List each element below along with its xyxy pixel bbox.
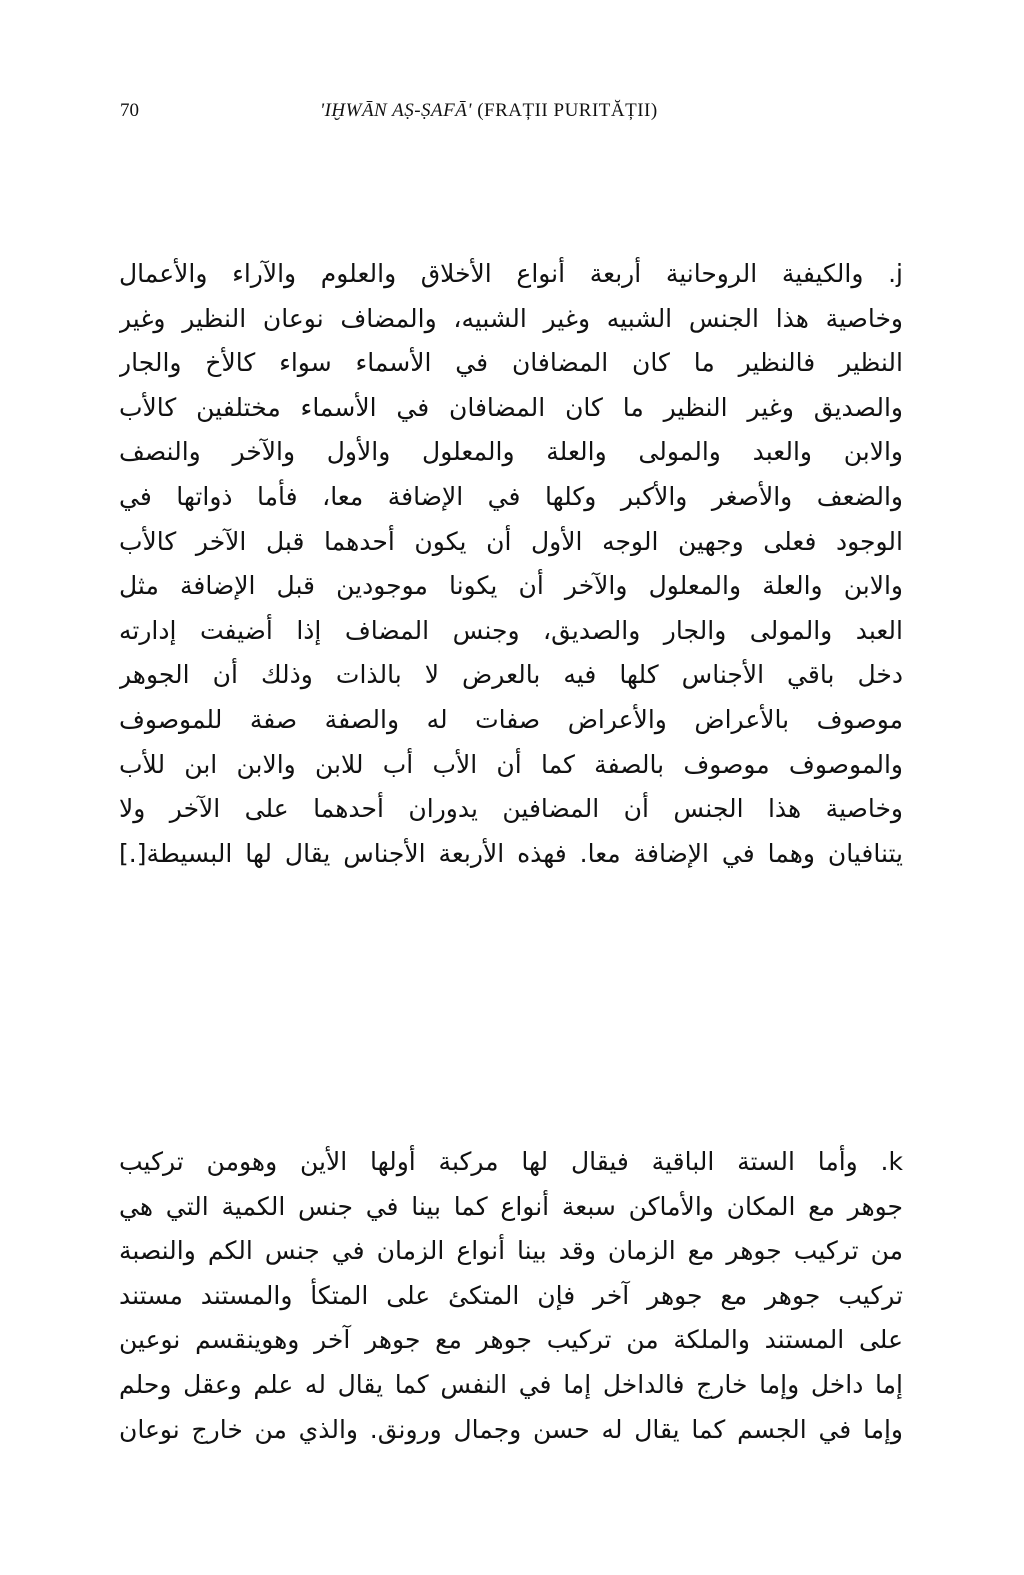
- paragraph-line: من تركيب جوهر مع الزمان وقد بينا أنواع الزمان في جنس الكم والنصبة: [119, 1236, 903, 1266]
- page-number: 70: [120, 100, 139, 121]
- paragraph-line: وخاصية هذا الجنس أن المضافين يدوران أحدهما على الآخر ولا: [119, 794, 903, 824]
- running-title-rest: (FRAȚII PURITĂȚII): [471, 100, 658, 121]
- paragraph-line: على المستند والملكة من تركيب جوهر مع جوهر آخر وهوينقسم نوعين: [119, 1325, 903, 1355]
- paragraph-j: [119, 252, 903, 876]
- paragraph-line: موصوف بالأعراض والأعراض صفات له والصفة صفة للموصوف: [119, 704, 903, 734]
- paragraph-line: j. والكيفية الروحانية أربعة أنواع الأخلاق والعلوم والآراء والأعمال: [119, 259, 903, 288]
- paragraph-line: النظير فالنظير ما كان المضافان في الأسماء سواء كالأخ والجار: [119, 348, 903, 378]
- paragraph-line: والابن والعلة والمعلول والآخر أن يكونا موجودين قبل الإضافة مثل: [119, 571, 903, 601]
- paragraph-line: إما داخل وإما خارج فالداخل إما في النفس كما يقال له علم وعقل وحلم: [119, 1369, 903, 1399]
- paragraph-k: [119, 1140, 903, 1452]
- paragraph-line: وخاصية هذا الجنس الشبيه وغير الشبيه، والمضاف نوعان النظير وغير: [119, 303, 903, 333]
- paragraph-line: وإما في الجسم كما يقال له حسن وجمال ورونق. والذي من خارج نوعان: [119, 1414, 903, 1444]
- paragraph-line: k. وأما الستة الباقية فيقال لها مركبة أولها الأين وهومن تركيب: [119, 1147, 903, 1176]
- paragraph-line: والضعف والأصغر والأكبر وكلها في الإضافة معا، فأما ذواتها في: [119, 481, 903, 511]
- paragraph-line: والصديق وغير النظير ما كان المضافان في الأسماء مختلفين كالأب: [119, 392, 903, 422]
- paragraph-line: تركيب جوهر مع جوهر آخر فإن المتكئ على المتكأ والمستند مستند: [119, 1280, 903, 1310]
- paragraph-line: جوهر مع المكان والأماكن سبعة أنواع كما بينا في جنس الكمية التي هي: [119, 1191, 903, 1221]
- paragraph-line: والابن والعبد والمولى والعلة والمعلول والأول والآخر والنصف: [119, 437, 903, 467]
- paragraph-line: الوجود فعلى وجهين الوجه الأول أن يكون أحدهما قبل الآخر كالأب: [119, 526, 903, 556]
- running-title: [320, 96, 658, 126]
- paragraph-line: والموصوف موصوف بالصفة كما أن الأب أب للابن والابن ابن للأب: [119, 749, 903, 779]
- paragraph-line: يتنافيان وهما في الإضافة معا. فهذه الأربعة الأجناس يقال لها البسيطة[.]: [119, 838, 903, 868]
- paragraph-line: دخل باقي الأجناس كلها فيه بالعرض لا بالذات وذلك أن الجوهر: [119, 660, 903, 690]
- page-header: [120, 96, 904, 126]
- running-title-italic: 'IḪWĀN AṢ-ṢAFĀ': [320, 100, 472, 121]
- paragraph-line: العبد والمولى والجار والصديق، وجنس المضاف إذا أضيفت إدارته: [119, 615, 903, 645]
